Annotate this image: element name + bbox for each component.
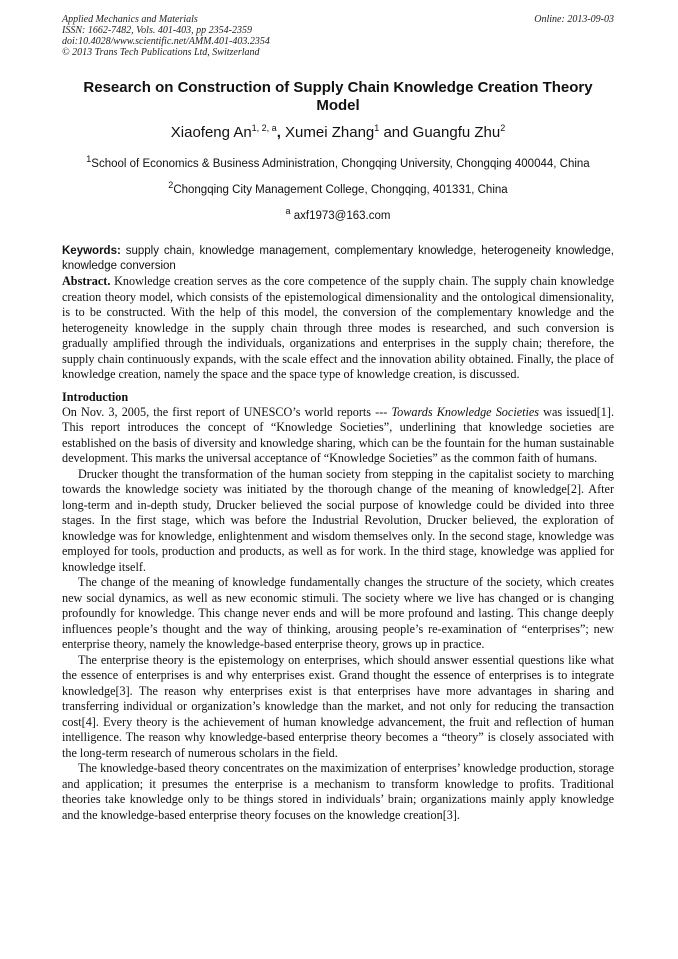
author-separator: , bbox=[276, 124, 286, 141]
abstract-text: Knowledge creation serves as the core competence of the supply chain. The supply chain knowledge creation theory model, which consists of the epistemological dimensionality and the ontological dimensionality, is to be constructed. With the help of this model, the conversion of the complementary knowledge and the heterogeneity knowledge in the supply chain through three modes is researched, and such conversion is gradually amplified through the individuals, organizations and enterprises in the supply chain; therefore, the supply chain continuously expands, with the scale effect and the innovation ability obtained. Finally, the place of knowledge creation, namely the space and the space type of knowledge creation, is discussed. bbox=[62, 274, 614, 382]
online-date: Online: 2013-09-03 bbox=[534, 14, 614, 25]
journal-header bbox=[62, 14, 614, 58]
paragraph: Drucker thought the transformation of the human society from stepping in the capitalist society to marching towards the knowledge society was initiated by the thorough change of the meaning of knowledge[2]. After long-term and in-depth study, Drucker believed the social purpose of knowledge could be divided into three stages. In the first stage, which was before the Industrial Revolution, Drucker believed, the exploration of knowledge was for knowledge, enlightenment and wisdom themselves only. In the second stage, knowledge was employed for tools, production and products, as well as for work. In the third stage, knowledge was applied for knowledge itself. bbox=[62, 466, 614, 574]
affiliation-mark: 1 bbox=[86, 154, 92, 164]
paragraph: The knowledge-based theory concentrates on the maximization of enterprises’ knowledge production, storage and application; it presumes the enterprise is a mechanism to transform knowledge to profits. Traditional theories take knowledge only to be things stored in individuals’ brain; organizations mainly apply knowledge and the knowledge-based enterprise theory focuses on the knowledge creation[3]. bbox=[62, 761, 614, 822]
issn-line: ISSN: 1662-7482, Vols. 401-403, pp 2354-2359 bbox=[62, 25, 252, 36]
section-heading-introduction: Introduction bbox=[62, 389, 129, 404]
author-list bbox=[62, 119, 614, 142]
paragraph-text: On Nov. 3, 2005, the first report of UNESCO’s world reports --- bbox=[62, 404, 392, 419]
journal-name: Applied Mechanics and Materials bbox=[62, 14, 198, 25]
author-name: Guangfu Zhu bbox=[412, 124, 501, 141]
author-name: Xiaofeng An bbox=[170, 124, 252, 141]
doi-line: doi:10.4028/www.scientific.net/AMM.401-403.2354 bbox=[62, 36, 270, 47]
abstract-label: Abstract. bbox=[62, 274, 111, 289]
author-affiliation-mark: 1, 2, a bbox=[251, 123, 277, 133]
keywords bbox=[62, 244, 614, 274]
author-name: Xumei Zhang bbox=[285, 124, 375, 141]
keywords-label: Keywords: bbox=[62, 245, 121, 258]
affiliation bbox=[62, 178, 614, 197]
affiliation-mark: 2 bbox=[168, 179, 174, 190]
author-affiliation-mark: 1 bbox=[374, 123, 380, 133]
email-mark: a bbox=[285, 205, 291, 216]
keywords-text: supply chain, knowledge management, complementary knowledge, heterogeneity knowledge, knowledge conversion bbox=[62, 245, 614, 273]
author-email bbox=[62, 204, 614, 223]
report-title: Towards Knowledge Societies bbox=[391, 404, 540, 419]
paragraph bbox=[62, 405, 614, 467]
copyright-line: © 2013 Trans Tech Publications Ltd, Switzerland bbox=[62, 47, 260, 58]
affiliation bbox=[62, 152, 614, 171]
affiliation-text: School of Economics & Business Administration, Chongqing University, Chongqing 400044, China bbox=[91, 157, 590, 170]
paragraph-text: was issued[1]. This report introduces the concept of “Knowledge Societies”, underlining that knowledge societies are established on the basis of diversity and knowledge sharing, which can be the fountain for the human sustainable development. This marks the universal acceptance of “Knowledge Societies” as the common faith of humans. bbox=[62, 404, 615, 466]
author-affiliation-mark: 2 bbox=[500, 123, 506, 133]
paragraph: The enterprise theory is the epistemology on enterprises, which should answer essential questions like what the essence of enterprises is and why enterprises exist. Grand thought the essence of enterprises is to integrate knowledge[3]. The reason why enterprises exist is that enterprises have more advantages in sharing and transferring individual or organization’s knowledge than the market, and not only for reducing the transaction cost[4]. Every theory is the achievement of human knowledge advancement, the fruit and reflection of human intelligence. The reason why knowledge-based enterprise theory becomes a “theory” is closely associated with the long-term research of numerous scholars in the field. bbox=[62, 652, 614, 760]
paper-title: Research on Construction of Supply Chain Knowledge Creation Theory Model bbox=[83, 79, 593, 114]
abstract bbox=[62, 274, 614, 383]
email-text: axf1973@163.com bbox=[290, 209, 391, 222]
journal-header-row bbox=[62, 14, 614, 25]
affiliation-text: Chongqing City Management College, Chongqing, 401331, China bbox=[173, 183, 508, 196]
paper-page bbox=[62, 14, 614, 823]
paragraph: The change of the meaning of knowledge fundamentally changes the structure of the society, which creates new social dynamics, as well as new economic stimuli. The society where we live has changed or is changing profoundly for knowledge. This change never ends and will be more profound and lasting. This change deeply influences people’s thought and the way of thinking, arousing people’s re-examination of “enterprises”; new enterprise theory, namely the knowledge-based enterprise theory, grows up in practice. bbox=[62, 575, 614, 652]
author-separator: and bbox=[379, 124, 413, 141]
